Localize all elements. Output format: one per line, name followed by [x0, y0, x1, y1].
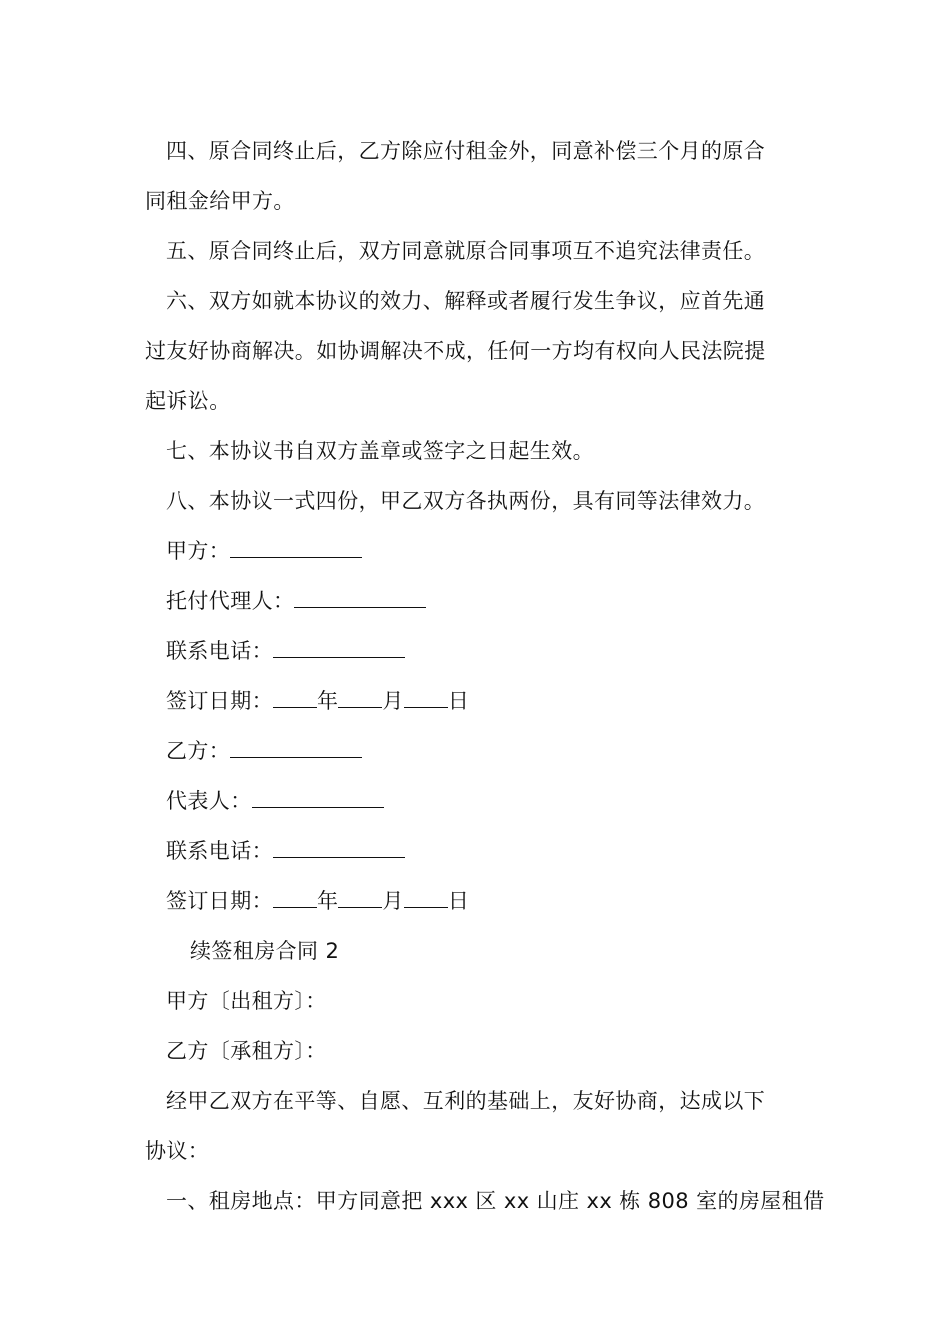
year-char: 年 — [317, 889, 339, 913]
contract-2-title: 续签租房合同 2 — [190, 939, 340, 963]
month-char: 月 — [382, 889, 404, 913]
year-char: 年 — [317, 689, 339, 713]
party-b-date-line — [166, 887, 469, 915]
party-b-date-label: 签订日期： — [166, 889, 273, 913]
party-a-phone-label: 联系电话： — [166, 639, 273, 663]
representative-blank[interactable] — [252, 787, 384, 808]
party-b-year-blank[interactable] — [273, 887, 317, 908]
clause-7: 七、本协议书自双方盖章或签字之日起生效。 — [166, 439, 594, 463]
representative-line — [166, 787, 384, 815]
party-a-phone-blank[interactable] — [273, 637, 405, 658]
party-b-month-blank[interactable] — [338, 887, 382, 908]
clause-4-line-2: 同租金给甲方。 — [145, 189, 295, 213]
day-char: 日 — [447, 889, 470, 913]
intro-line-1: 经甲乙双方在平等、自愿、互利的基础上，友好协商，达成以下 — [166, 1089, 766, 1113]
clause-5: 五、原合同终止后，双方同意就原合同事项互不追究法律责任。 — [166, 239, 766, 263]
party-a-phone-line — [166, 637, 405, 665]
agent-line — [166, 587, 426, 615]
representative-label: 代表人： — [166, 789, 252, 813]
party-a-blank[interactable] — [230, 537, 362, 558]
party-a-day-blank[interactable] — [404, 687, 448, 708]
agent-blank[interactable] — [294, 587, 426, 608]
month-char: 月 — [382, 689, 404, 713]
clause-6-line-3: 起诉讼。 — [145, 389, 231, 413]
landlord-label: 甲方〔出租方〕： — [166, 989, 327, 1013]
party-b-day-blank[interactable] — [404, 887, 448, 908]
party-b-label: 乙方： — [166, 739, 231, 763]
clause-4-line-1: 四、原合同终止后，乙方除应付租金外，同意补偿三个月的原合 — [166, 139, 766, 163]
party-a-label: 甲方： — [166, 539, 231, 563]
party-b-phone-label: 联系电话： — [166, 839, 273, 863]
clause-6-line-2: 过友好协商解决。如协调解决不成，任何一方均有权向人民法院提 — [145, 339, 766, 363]
party-a-month-blank[interactable] — [338, 687, 382, 708]
party-a-date-label: 签订日期： — [166, 689, 273, 713]
clause-8: 八、本协议一式四份，甲乙双方各执两份，具有同等法律效力。 — [166, 489, 766, 513]
intro-line-2: 协议： — [145, 1139, 210, 1163]
party-b-blank[interactable] — [230, 737, 362, 758]
party-b-line — [166, 737, 362, 765]
day-char: 日 — [447, 689, 470, 713]
agent-label: 托付代理人： — [166, 589, 295, 613]
party-b-phone-blank[interactable] — [273, 837, 405, 858]
party-b-phone-line — [166, 837, 405, 865]
party-a-date-line — [166, 687, 469, 715]
party-a-line — [166, 537, 362, 565]
clause-6-line-1: 六、双方如就本协议的效力、解释或者履行发生争议，应首先通 — [166, 289, 766, 313]
clause-1-line-1: 一、租房地点：甲方同意把 xxx 区 xx 山庄 xx 栋 808 室的房屋租借 — [166, 1189, 825, 1213]
party-a-year-blank[interactable] — [273, 687, 317, 708]
tenant-label: 乙方〔承租方〕： — [166, 1039, 327, 1063]
